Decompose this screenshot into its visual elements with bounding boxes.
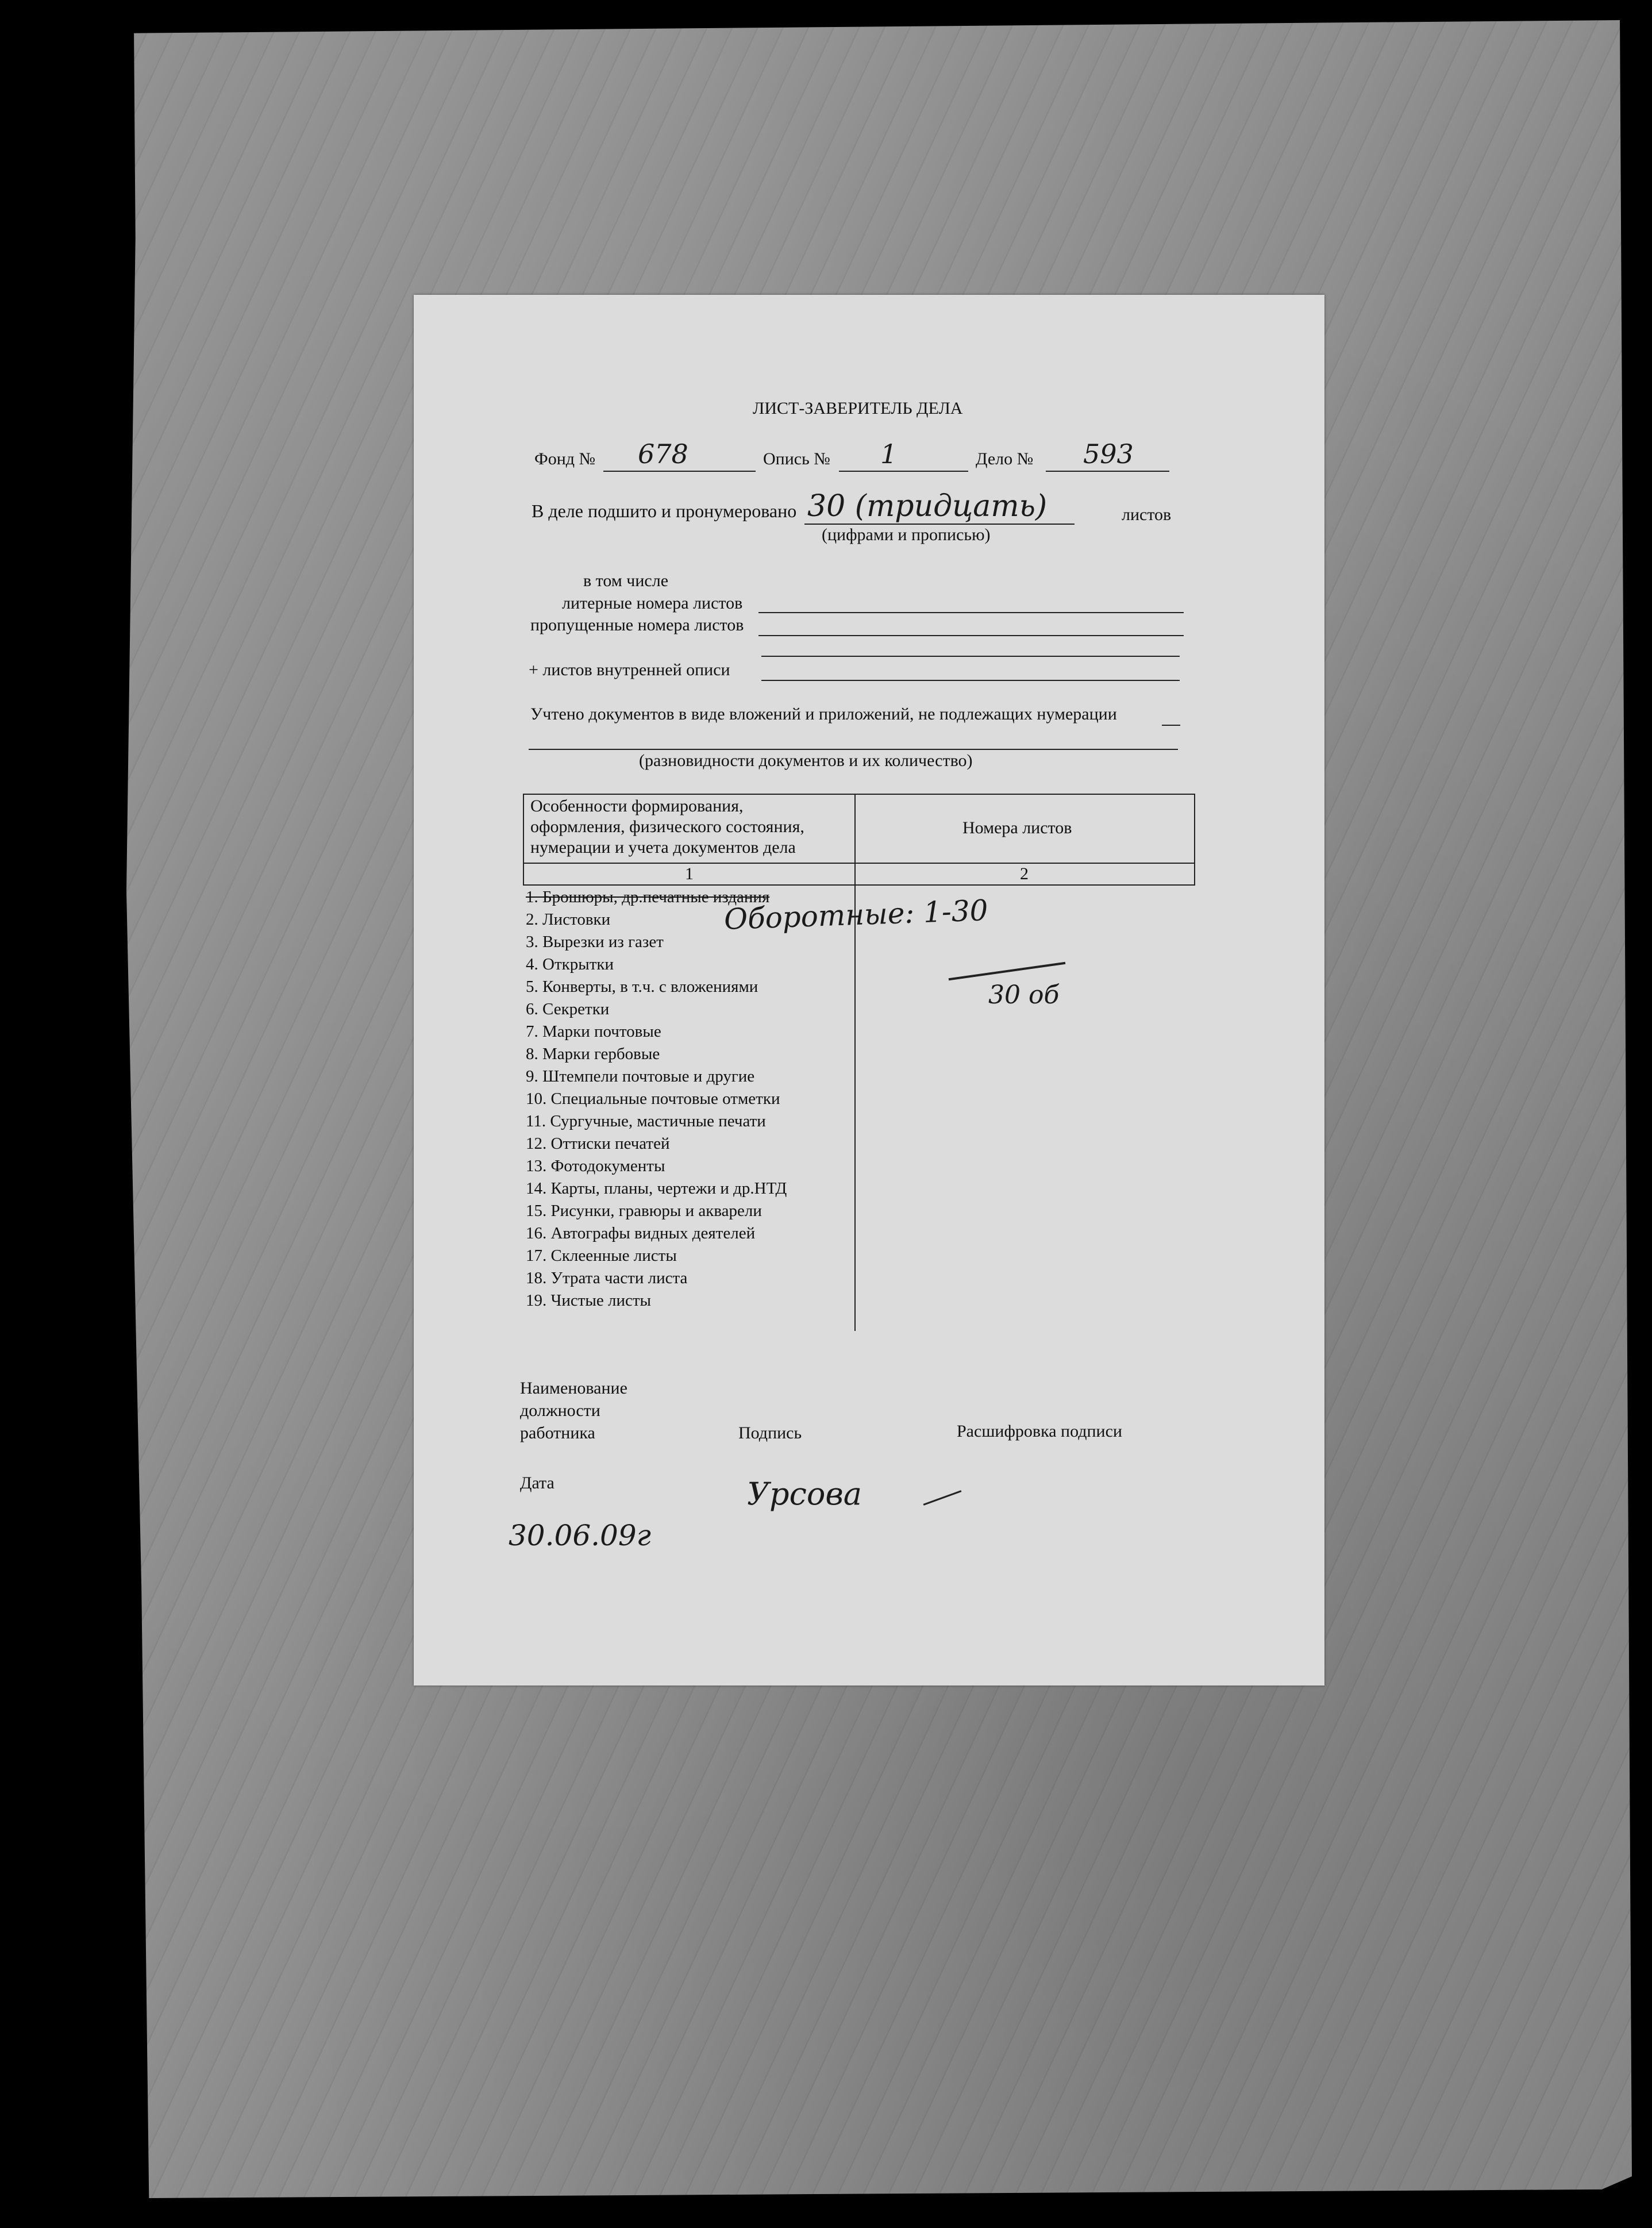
total-stroke	[949, 962, 1066, 980]
opis-value: 1	[880, 438, 898, 470]
list-item: 10. Специальные почтовые отметки	[526, 1090, 780, 1108]
internal-inventory-line	[761, 680, 1180, 681]
internal-inventory-label: + листов внутренней описи	[529, 660, 730, 679]
doc-types-hint: (разновидности документов и их количество)	[639, 751, 973, 770]
including-label: в том числе	[583, 571, 669, 590]
list-item: 14. Карты, планы, чертежи и др.НТД	[526, 1179, 787, 1198]
col2-header: Номера листов	[962, 818, 1072, 837]
handwritten-total: 30 об	[988, 980, 1060, 1010]
opis-line	[839, 471, 968, 472]
list-item: 19. Чистые листы	[526, 1291, 652, 1310]
form-title: ЛИСТ-ЗАВЕРИТЕЛЬ ДЕЛА	[753, 399, 963, 418]
list-item: 15. Рисунки, гравюры и акварели	[526, 1202, 762, 1220]
certification-sheet	[414, 295, 1324, 1686]
delo-label: Дело №	[976, 449, 1034, 468]
opis-label: Опись №	[763, 449, 830, 468]
delo-line	[1046, 471, 1169, 472]
handwritten-note: Оборотные: 1-30	[723, 894, 989, 936]
list-item: 2. Листовки	[526, 910, 611, 929]
list-item: 13. Фотодокументы	[526, 1157, 665, 1175]
letter-numbers-label: литерные номера листов	[562, 594, 743, 613]
col1-header-1: Особенности формирования,	[530, 796, 744, 815]
digits-hint: (цифрами и прописью)	[822, 525, 991, 544]
missing-numbers-line	[758, 635, 1184, 636]
signature: Урсова	[747, 1476, 862, 1512]
sewn-label: В деле подшито и пронумеровано	[532, 501, 797, 521]
letter-numbers-line	[758, 612, 1184, 613]
date-label: Дата	[520, 1473, 554, 1492]
list-item: 3. Вырезки из газет	[526, 933, 664, 951]
list-item: 11. Сургучные, мастичные печати	[526, 1112, 766, 1130]
list-item: 1. Брошюры, др.печатные издания	[526, 888, 770, 906]
signature-flourish	[923, 1490, 962, 1506]
list-item: 8. Марки гербовые	[526, 1045, 660, 1063]
col1-header-3: нумерации и учета документов дела	[530, 838, 796, 857]
delo-value: 593	[1083, 438, 1134, 470]
list-item: 16. Автографы видных деятелей	[526, 1224, 756, 1242]
list-item: 12. Оттиски печатей	[526, 1134, 670, 1153]
list-item: 4. Открытки	[526, 955, 614, 973]
list-item: 17. Склеенные листы	[526, 1246, 677, 1265]
counted-docs-label: Учтено документов в виде вложений и приложений, не подлежащих нумерации	[530, 705, 1117, 724]
sewn-value: 30 (тридцать)	[807, 489, 1048, 524]
signature-decode-label: Расшифровка подписи	[957, 1422, 1122, 1441]
table-header-rule	[523, 863, 1195, 864]
list-item: 6. Секретки	[526, 1000, 610, 1018]
position-label-3: работника	[520, 1423, 595, 1442]
fond-line	[603, 471, 756, 472]
signature-label: Подпись	[738, 1423, 802, 1442]
list-item: 7. Марки почтовые	[526, 1022, 661, 1041]
missing-numbers-label: пропущенные номера листов	[530, 615, 744, 634]
list-item: 18. Утрата части листа	[526, 1269, 688, 1287]
table-divider	[854, 794, 856, 1331]
list-item: 9. Штемпели почтовые и другие	[526, 1067, 755, 1086]
list-item: 5. Конверты, в т.ч. с вложениями	[526, 978, 758, 996]
fond-label: Фонд №	[534, 449, 596, 468]
col2-number: 2	[1020, 864, 1029, 883]
col1-header-2: оформления, физического состояния,	[530, 817, 804, 836]
counted-docs-line-2	[529, 749, 1178, 750]
sheets-word: листов	[1122, 505, 1172, 524]
counted-docs-line-end	[1162, 725, 1180, 726]
fond-value: 678	[638, 438, 688, 470]
col1-number: 1	[685, 864, 694, 883]
position-label-1: Наименование	[520, 1379, 627, 1398]
position-label-2: должности	[520, 1401, 600, 1420]
missing-numbers-line-2	[761, 656, 1180, 657]
date-value: 30.06.09г	[509, 1519, 651, 1552]
